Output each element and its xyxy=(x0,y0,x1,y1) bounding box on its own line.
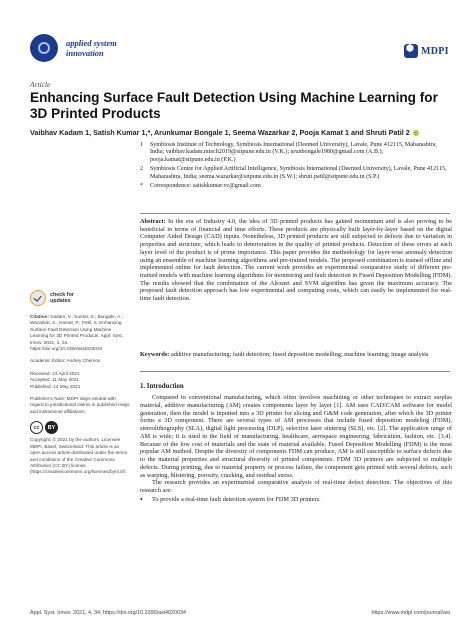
citation-label: Citation: xyxy=(30,314,50,319)
affiliation-2 xyxy=(140,166,450,181)
citation-text: Kadam, V.; Kumar, S.; Bongale, A.; Wazarkar, S.; Kamat, P.; Patil, S. Enhancing Surface Fault Detection Using Machine Learning for 3D Printed Products. Appl. Syst. Innov. 2021, 4, 34. https://doi.org/10.3390/asi4020034 xyxy=(30,314,124,352)
publisher-note: Publisher's Note: MDPI stays neutral with regard to jurisdictional claims in published maps and institutional affiliations. xyxy=(30,396,130,414)
footer-journal-link[interactable]: https://www.mdpi.com/journal/asi xyxy=(371,610,450,616)
correspondence-text: Correspondence: satishkumar.vc@gmail.com xyxy=(150,183,261,190)
journal-logo-icon xyxy=(30,34,58,62)
cc-icon: cc xyxy=(30,421,43,434)
abstract-label: Abstract: xyxy=(140,218,166,225)
author-list xyxy=(30,128,460,137)
publisher-name: MDPI xyxy=(421,45,449,57)
cc-by-license-logo[interactable] xyxy=(30,421,58,434)
keywords-text: additive manufacturing; fault detection; fused deposition modelling; machine learning; image analysis xyxy=(170,351,429,358)
mdpi-logo-icon xyxy=(404,44,418,58)
affiliation-text: Symbiosis Centre for Applied Artificial Intelligence, Symbiosis International (Deemed University), Lavale, Pune 412115, Maharashtra, India; seema.wazarkar@sitpune.edu.in (S.W.); shruti.patil@sitpune.edu.in (S.P.) xyxy=(150,166,447,180)
footer-citation: Appl. Syst. Innov. 2021, 4, 34. https://doi.org/10.3390/asi4020034 xyxy=(30,610,187,616)
objective-list-item xyxy=(140,496,452,504)
affiliation-number: 2 xyxy=(140,166,144,173)
dates-block xyxy=(30,371,130,390)
abstract-divider xyxy=(140,213,450,214)
correspondence xyxy=(140,183,450,190)
abstract xyxy=(140,218,452,303)
introduction-body xyxy=(140,394,452,504)
journal-header xyxy=(30,34,450,74)
academic-editor: Academic Editor: Andrey Chernov xyxy=(30,358,101,364)
published-date: Published: 14 May 2021 xyxy=(30,383,81,389)
citation-block xyxy=(30,314,130,352)
article-title: Enhancing Surface Fault Detection Using Machine Learning for 3D Printed Products xyxy=(30,90,438,121)
intro-paragraph-2: The research provides an experimental comparative analysis of real-time defect detection. The objectives of this research are: xyxy=(140,479,452,494)
article-sidebar xyxy=(30,290,130,482)
article-type: Article xyxy=(30,80,51,89)
affiliation-text: Symbiosis Institute of Technology, Symbiosis International (Deemed University), Lavale, Pune 412115, Maharashtra, India; vaibhav.kadam.mtech2019@sitpune.edu.in (V.K.); arunbongale1980@gmail.com (A.B.); pooja.kamat@sitpune.edu.in (P.K.) xyxy=(150,142,437,163)
by-icon: BY xyxy=(45,421,58,434)
affiliation-number: 1 xyxy=(140,142,144,148)
affiliations xyxy=(140,142,450,192)
affiliation-1 xyxy=(140,142,450,164)
mdpi-logo[interactable] xyxy=(404,42,450,60)
received-date: Received: 23 April 2021 xyxy=(30,370,80,376)
bullet-icon: • xyxy=(140,494,143,504)
keywords-label: Keywords: xyxy=(140,351,170,358)
abstract-text: In the era of Industry 4.0, the idea of 3D printed products has gained momentum and is also proving to be beneficial in terms of financial and time efforts. These products are physically built layer-by-layer based on the digital Computer Aided Design (CAD) inputs. Nonetheless, 3D printed products are still subjected to defects due to variation in properties and structure, which leads to deterioration in the quality of printed products. Detection of these errors at each layer level of the product is of prime importance. This paper provides the methodology for layer-wise anomaly detection using an ensemble of machine learning algorithms and pre-trained models. The proposed combination is trained offline and implemented online for fault detection. The current work provides an experimental comparative study of different pre-trained models with machine learning algorithms for monitoring and fault detection in Fused Deposition Modelling (FDM). The results showed that the combination of the Alexnet and SVM algorithm has given the maximum accuracy. The proposed fault detection approach has low experimental and computing costs, which can easily be implemented for real-time fault detection. xyxy=(140,218,452,303)
section-heading: 1. Introduction xyxy=(140,383,184,390)
authors-text: Vaibhav Kadam 1, Satish Kumar 1,*, Arunkumar Bongale 1, Seema Wazarkar 2, Pooja Kamat 1 and Shruti Patil 2 xyxy=(30,128,410,137)
accepted-date: Accepted: 11 May 2021 xyxy=(30,377,79,383)
check-for-updates-button[interactable] xyxy=(30,290,130,306)
copyright-text: Copyright: © 2021 by the authors. Licensee MDPI, Basel, Switzerland. This article is an open access article distributed under the terms and conditions of the Creative Commons Attribution (CC BY) license (https://creativecommons.org/licenses/by/4.0/). xyxy=(30,437,128,475)
page-footer xyxy=(30,610,450,616)
orcid-icon[interactable] xyxy=(413,130,419,136)
check-updates-icon xyxy=(30,290,46,306)
intro-paragraph-1: Compared to conventional manufacturing, which often involves machining or other techniques to extract surplus material, additive manufacturing (AM) creates components layer by layer [1]. AM uses CAD/CAM software for model generation, then the model is inputted into a 3D printer for slicing and G&M code generation, after which the 3D printer forms a 3D component. There are several types of AM processes that include fused deposition modeling (FDM), stereolithography (SLA), digital light processing (DLP), selective laser sintering (SLS), etc. [2]. The application range of AM is wide; it is used in the field of manufacturing, healthcare, aerospace engineering, fabrication, fashion, etc. [3,4]. Because of the low cost of materials and the state of material available, Fused Deposition Modelling (FDM) is the most popular AM method. Despite the diversity of components FDM can produce, AM is still susceptible to surface defects due to the material properties and structural diversity of printed components. FDM 3D printers are subjected to multiple defects. During printing, due to material property or process failure, the component gets printed with several defects, such as warping, blistering, porosity, cracking, and residual stress. xyxy=(140,394,452,479)
keywords-divider xyxy=(140,371,450,372)
journal-name: applied system innovation xyxy=(66,38,117,58)
keywords xyxy=(140,351,452,359)
affiliation-number: * xyxy=(140,183,144,190)
objective-text: To provide a real-time fault detection system for FDM 3D printers. xyxy=(152,495,321,503)
check-updates-label: check for updates xyxy=(50,292,74,304)
